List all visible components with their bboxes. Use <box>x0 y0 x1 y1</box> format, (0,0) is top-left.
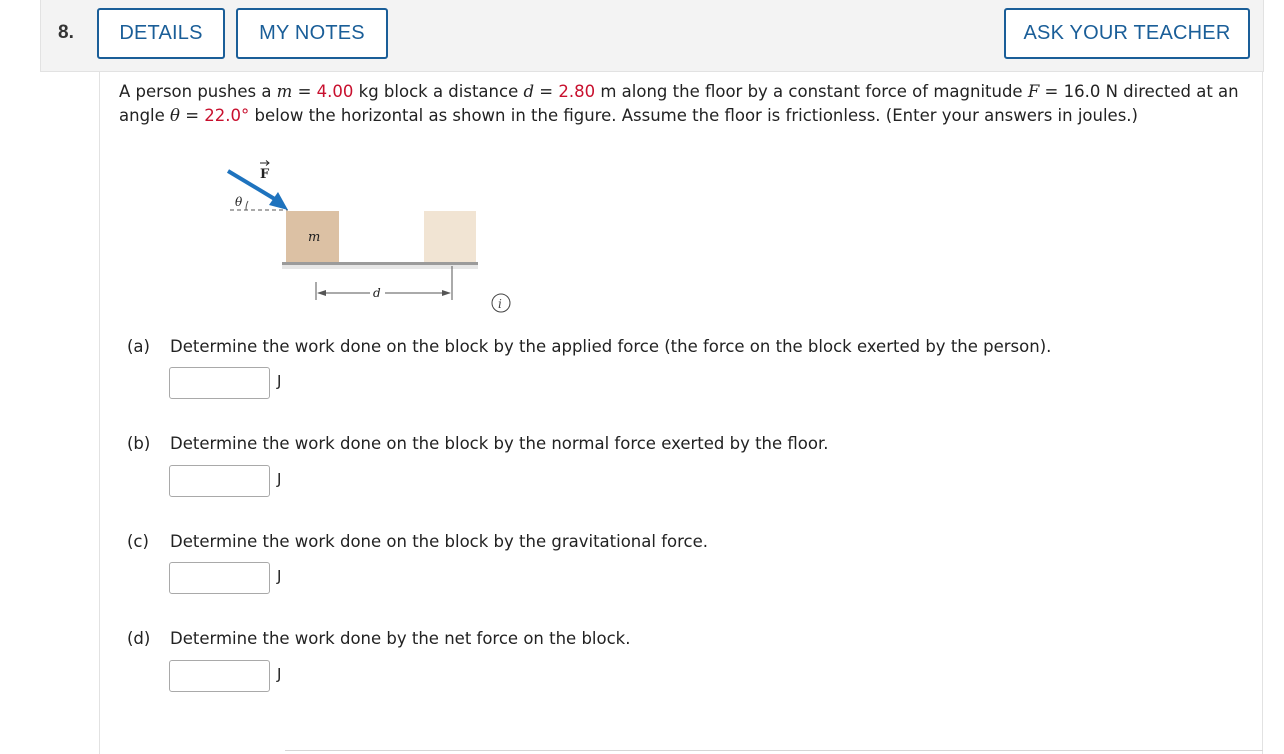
distance-symbol: d <box>523 82 535 101</box>
part-b-prompt: (b) Determine the work done on the block by the normal force exerted by the floor. <box>127 434 829 453</box>
part-a-prompt: (a) Determine the work done on the block by the applied force (the force on the block exerted by the person). <box>127 337 1052 356</box>
floor-shadow <box>282 265 478 269</box>
angle-label: θ <box>235 195 243 209</box>
vector-arrow-icon <box>260 161 269 166</box>
part-a-unit: J <box>277 372 282 390</box>
svg-text:i: i <box>498 297 502 311</box>
part-c-unit: J <box>277 567 282 585</box>
mass-value: 4.00 <box>316 82 354 101</box>
force-arrowhead <box>269 192 288 210</box>
part-a-answer-input[interactable] <box>169 367 270 399</box>
problem-statement: A person pushes a m = 4.00 kg block a distance d = 2.80 m along the floor by a constant force of magnitude F = 16.0 N directed at an angle θ = 22.0° below the horizontal as shown in the figure. Assume the floor is frictionless. (Enter your answers in joules.) <box>119 82 1239 125</box>
info-icon[interactable] <box>492 294 510 312</box>
part-b-answer-input[interactable] <box>169 465 270 497</box>
part-c-answer-input[interactable] <box>169 562 270 594</box>
block-diagram <box>226 152 516 317</box>
divider <box>285 750 1263 751</box>
angle-value: 22.0° <box>204 106 250 125</box>
details-button[interactable]: DETAILS <box>97 8 225 59</box>
distance-value: 2.80 <box>558 82 596 101</box>
part-b-unit: J <box>277 470 282 488</box>
part-d-unit: J <box>277 665 282 683</box>
floor <box>282 262 478 265</box>
ask-your-teacher-button[interactable]: ASK YOUR TEACHER <box>1004 8 1250 59</box>
question-number: 8. <box>58 22 74 43</box>
distance-label: d <box>373 286 381 300</box>
distance-arrowhead-left <box>317 290 326 296</box>
distance-arrowhead-right <box>442 290 451 296</box>
my-notes-button[interactable]: MY NOTES <box>236 8 388 59</box>
mass-label: m <box>308 230 321 245</box>
angle-symbol: θ <box>170 106 180 125</box>
block-final-position <box>424 211 476 263</box>
angle-arc <box>246 201 248 210</box>
force-label: F <box>260 167 270 182</box>
part-d-answer-input[interactable] <box>169 660 270 692</box>
part-d-prompt: (d) Determine the work done by the net force on the block. <box>127 629 631 648</box>
force-symbol: F <box>1027 82 1040 101</box>
mass-symbol: m <box>276 82 293 101</box>
part-c-prompt: (c) Determine the work done on the block by the gravitational force. <box>127 532 708 551</box>
